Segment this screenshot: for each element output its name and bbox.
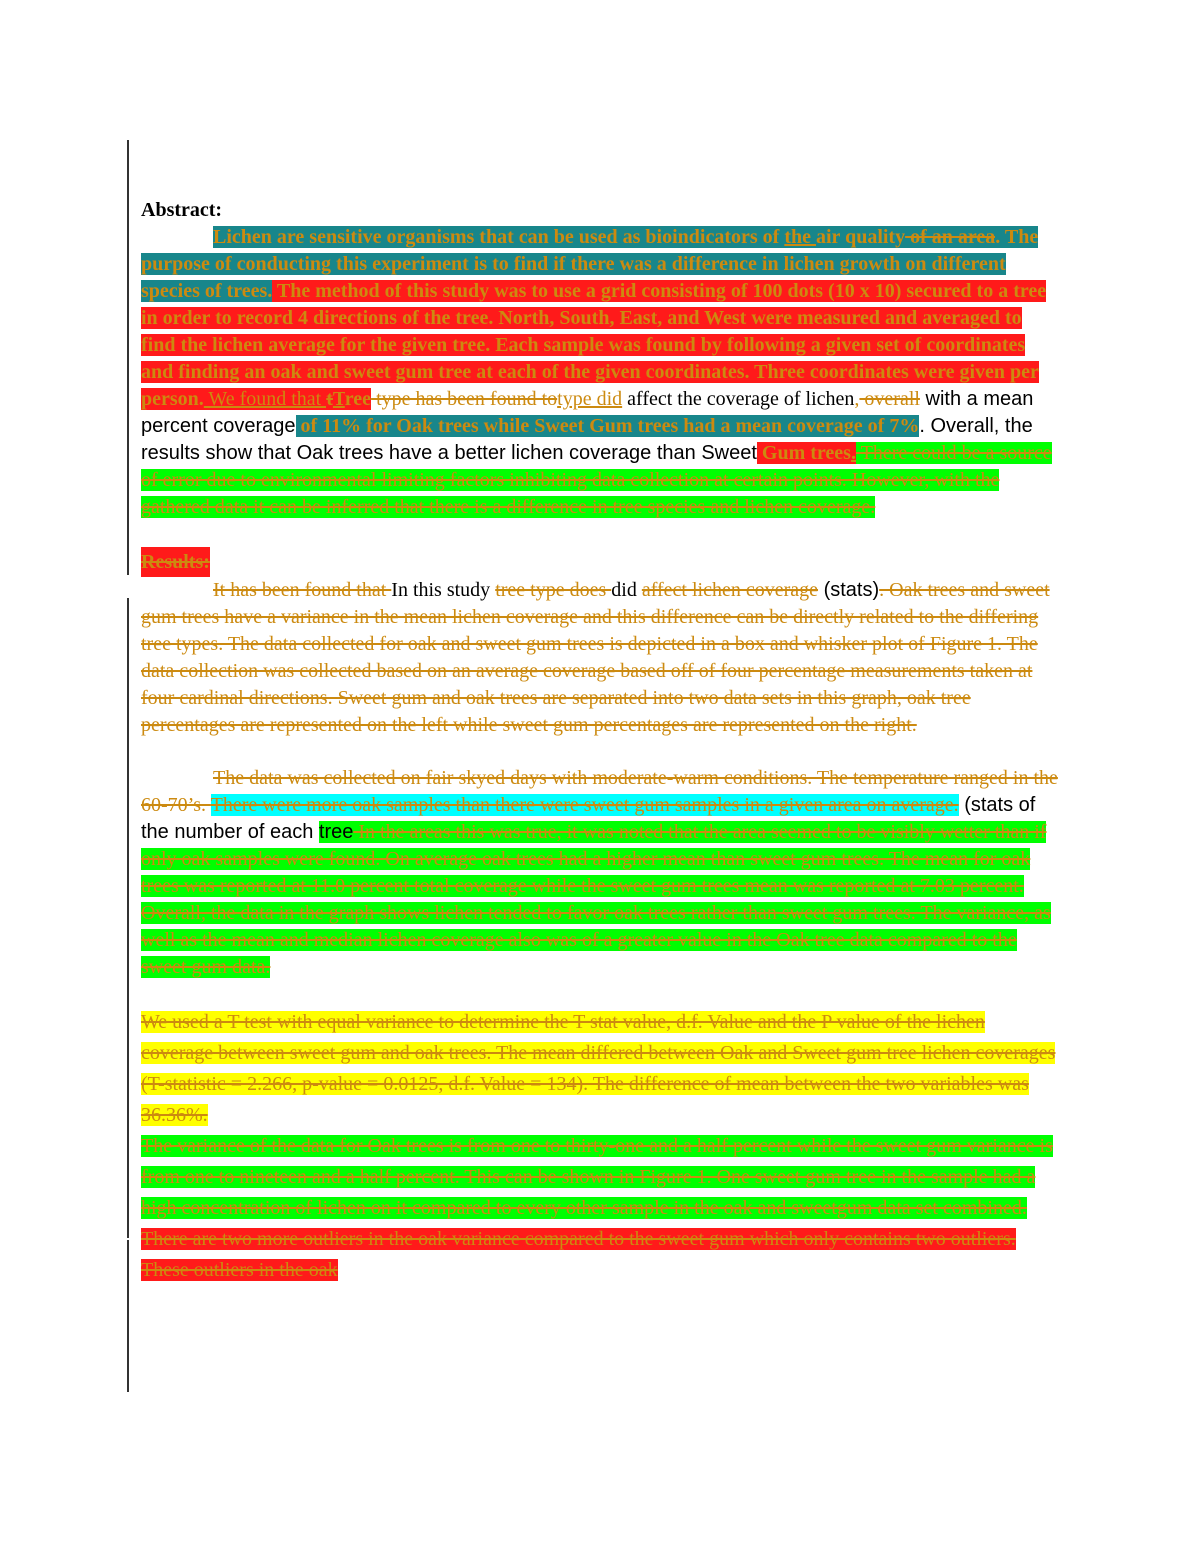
abstract-heading: Abstract:: [141, 199, 223, 221]
results-p1-normal-2: did: [611, 579, 642, 601]
deletion-highlight-red: There are two more outliers in the oak variance compared to the sweet gum which only contains two outliers. These outliers in the oak: [141, 1228, 1016, 1281]
insertion: We found that: [203, 388, 327, 410]
insertion: .: [850, 442, 856, 464]
abstract-s4-normal-2: with a mean percent coverage: [141, 388, 1034, 437]
abstract-s5-normal: . Overall, the results show that Oak trees have a better lichen coverage than Sweet: [141, 415, 1033, 464]
results-p1-normal: In this study: [391, 579, 496, 601]
deletion: overall: [859, 388, 920, 410]
results-paragraph-4: [141, 1131, 1059, 1286]
deletion: It has been found that: [213, 579, 392, 601]
results-p1-normal-3: (stats): [818, 579, 880, 601]
deletion: of an area: [905, 226, 996, 248]
abstract-s1: Lichen are sensitive organisms that can be used as bioindicators of: [213, 226, 785, 248]
deletion-highlight-green: The variance of the data for Oak trees is from one to thirty-one and a half percent while the sweet gum variance is from one to nineteen and a half percent. This can be shown in Figure 1. One sweet gum tree in the sample had a high concentration of lichen on it compared to every other sample in the oak and sweetgum data set combined.: [141, 1135, 1053, 1219]
abstract-s5: of 11% for Oak trees while Sweet Gum trees had a mean coverage of 7%: [295, 415, 920, 437]
abstract-paragraph: [141, 224, 1059, 521]
deletion: . Oak trees and sweet gum trees have a variance in the mean lichen coverage and this difference can be directly related to the differing tree types. The data collected for oak and sweet gum trees is depicted in a box and whisker plot of Figure 1. The data collection was collected based on an average coverage based off of four percentage measurements taken at four cardinal directions. Sweet gum and oak trees are separated into two data sets in this graph, oak tree percentages are represented on the left while sweet gum percentages are represented on the right.: [141, 579, 1050, 736]
results-paragraph-3: [141, 1007, 1059, 1131]
insertion: the: [784, 226, 816, 248]
insertion: type did: [557, 388, 623, 410]
abstract-s6: Gum trees: [756, 442, 851, 464]
deletion-highlight-cyan: There were more oak samples than there were sweet gum samples in a given area on average.: [210, 794, 959, 816]
abstract-s1b: air quality: [816, 226, 906, 248]
deletion: The data was collected on fair skyed days with moderate-warm conditions. The temperature ranged in the 60-70’s.: [141, 767, 1058, 816]
results-heading-line: [141, 547, 1059, 577]
results-p2-normal: (stats of the number of each: [141, 794, 1036, 843]
abstract-s4-normal: affect the coverage of lichen: [622, 388, 855, 410]
results-paragraph-2: [141, 765, 1059, 981]
insertion: T: [332, 388, 345, 410]
deletion-highlight-yellow: We used a T test with equal variance to determine the T stat value, d.f. Value and the P value of the lichen coverage between sweet gum and oak trees. The mean differed between Oak and Sweet gum tree lichen coverages (T-statistic = 2.266, p-value = 0.0125, d.f. Value = 134). The difference of mean between the two variables was 36.36%.: [141, 1011, 1056, 1126]
abstract-s3: The method of this study was to use a grid consisting of 100 dots (10 x 10) secured to a tree in order to record 4 directions of the tree. North, South, East, and West were measured and averaged to find the lichen average for the given tree. Each sample was found by following a given set of coordinates and finding an oak and sweet gum tree at each of the given coordinates. Three coordinates were given per person.: [141, 280, 1047, 410]
change-bar: [127, 140, 129, 575]
deletion-highlight-green: In the areas this was true, it was noted that the area seemed to be visibly wetter than if only oak samples were found. On average oak trees had a higher mean than sweet gum trees. The mean for oak trees was reported at 11.0 percent total coverage while the sweet gum trees mean was reported at 7.03 percent. Overall, the data in the graph shows lichen tended to favor oak trees rather than sweet gum trees. The variance, as well as the mean and median lichen coverage also was of a greater value in the Oak tree data compared to the sweet gum data.: [141, 821, 1051, 978]
results-paragraph-1: [141, 577, 1059, 739]
results-heading: Results:: [141, 547, 210, 577]
deletion: There could be a source of error due to environmental limiting factors inhibiting data collection at certain points. However, with the gathered data it can be inferred that there is a difference in tree species and lichen coverage.: [141, 442, 1052, 518]
change-bar: [127, 598, 129, 1238]
results-p2-tree: tree: [318, 821, 354, 843]
deletion: t: [326, 388, 333, 410]
deletion: tree type does: [495, 579, 612, 601]
change-bar: [127, 1240, 129, 1392]
deletion: type has been found to: [371, 388, 558, 410]
abstract-s4-ree: ree: [344, 388, 372, 410]
abstract-s2: . The purpose of conducting this experiment is to find if there was a difference in lichen growth on different species of trees.: [141, 226, 1039, 302]
document-body: [141, 196, 1059, 1286]
deletion: affect lichen coverage: [641, 579, 819, 601]
insertion: ,: [854, 388, 860, 410]
